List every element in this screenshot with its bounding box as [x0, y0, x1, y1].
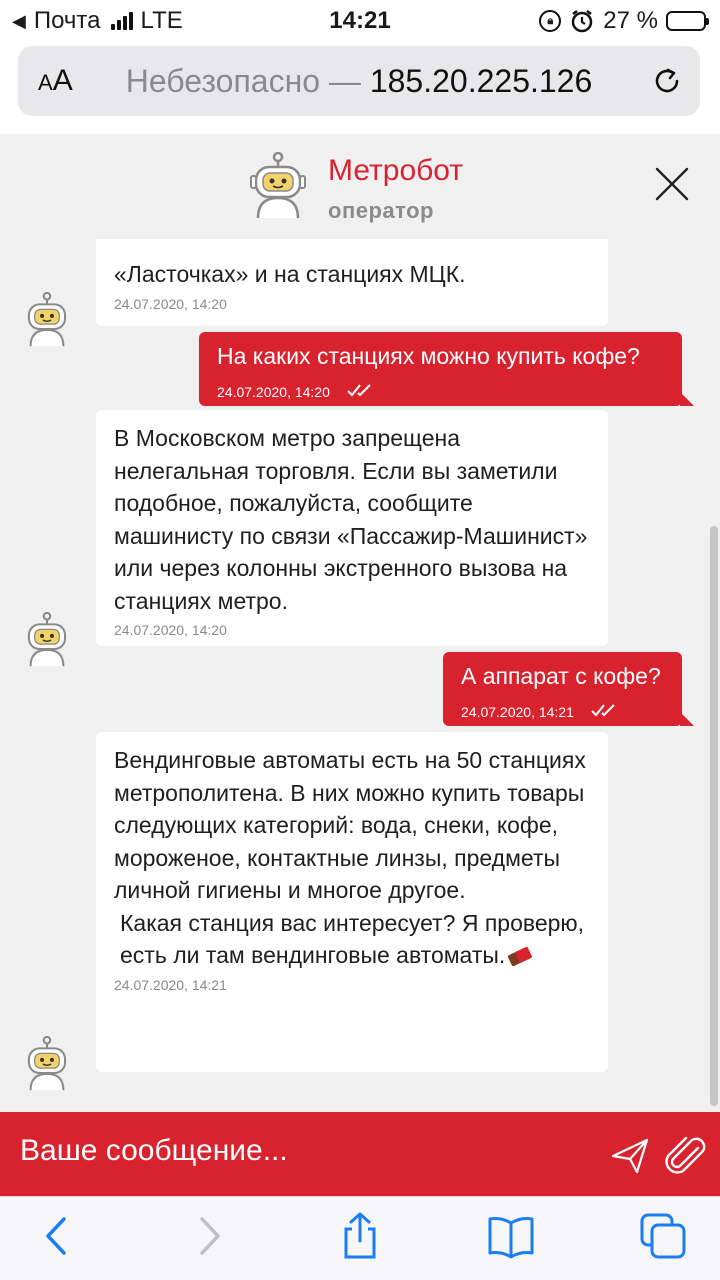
bot-message	[96, 226, 608, 326]
bot-message-text: В Московском метро запрещена нелегальная торговля. Если вы заметили подобное, пожалуйста, сообщите машинисту по связи «Пассажир-Машинист» или через колонны экстренного вызова на станциях метро.	[114, 425, 588, 614]
url-host: 185.20.225.126	[369, 63, 593, 99]
chat-header	[0, 134, 720, 239]
back-to-app-icon[interactable]: ◀	[12, 10, 26, 31]
share-icon[interactable]	[335, 1211, 385, 1261]
user-message	[199, 332, 682, 406]
bookmarks-icon[interactable]	[486, 1211, 536, 1261]
battery-icon	[666, 11, 706, 31]
robot-avatar-icon	[24, 1036, 70, 1092]
insecure-label: Небезопасно —	[125, 63, 361, 99]
bot-message-text-2: Какая станция вас интересует? Я проверю, есть ли там вендинговые автоматы.	[120, 909, 585, 968]
message-timestamp: 24.07.2020, 14:20	[217, 383, 330, 400]
browser-toolbar	[0, 1196, 720, 1280]
back-app-label[interactable]: Почта	[33, 7, 101, 34]
bot-message-text: «Ласточках» и на станциях МЦК.	[114, 261, 466, 287]
bot-role: оператор	[328, 198, 434, 223]
attach-icon[interactable]	[664, 1134, 710, 1180]
battery-percent: 27 %	[603, 7, 658, 34]
user-message-text: А аппарат с кофе?	[461, 663, 661, 689]
forward-icon[interactable]	[184, 1211, 234, 1261]
robot-avatar-icon	[24, 292, 70, 348]
message-timestamp: 24.07.2020, 14:21	[461, 703, 574, 720]
bot-message-text: Вендинговые автоматы есть на 50 станциях метрополитена. В них можно купить товары следующих категорий: вода, снеки, кофе, мороженое, контактные линзы, предметы личной гигиены и многое другое.	[114, 747, 586, 903]
message-timestamp: 24.07.2020, 14:21	[114, 976, 227, 993]
bot-message	[96, 410, 608, 646]
address-bar[interactable]	[18, 46, 700, 116]
user-message-text: На каких станциях можно купить кофе?	[217, 343, 640, 369]
reader-text-size-button[interactable]: AA	[38, 64, 73, 97]
message-timestamp: 24.07.2020, 14:20	[114, 295, 227, 312]
double-check-icon	[346, 383, 376, 397]
status-right	[539, 7, 706, 35]
network-label: LTE	[140, 7, 183, 34]
reload-icon[interactable]	[650, 64, 684, 98]
message-input[interactable]: Ваше сообщение...	[20, 1134, 288, 1167]
robot-avatar-icon	[250, 152, 306, 220]
user-message	[443, 652, 682, 726]
chocolate-bar-emoji	[505, 945, 533, 969]
send-icon[interactable]	[610, 1136, 650, 1176]
url-display[interactable]	[18, 63, 700, 100]
status-bar	[0, 0, 720, 40]
clock: 14:21	[329, 7, 391, 34]
alarm-icon	[569, 8, 595, 34]
bot-message	[96, 732, 608, 1072]
chat-page	[0, 134, 720, 1194]
close-icon[interactable]	[652, 164, 692, 204]
message-composer	[0, 1112, 720, 1196]
tabs-icon[interactable]	[638, 1211, 688, 1261]
back-icon[interactable]	[32, 1211, 82, 1261]
scrollbar[interactable]	[710, 526, 718, 1106]
bot-name: Метробот	[328, 154, 464, 187]
orientation-lock-icon: 🔒︎	[539, 10, 561, 32]
double-check-icon	[590, 703, 620, 717]
message-timestamp: 24.07.2020, 14:20	[114, 622, 227, 638]
robot-avatar-icon	[24, 612, 70, 668]
